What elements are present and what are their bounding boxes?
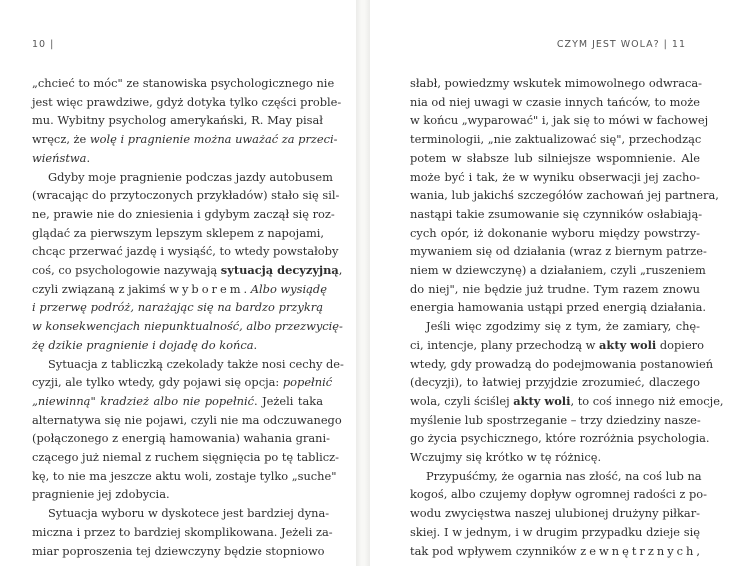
text-segment: .: [243, 281, 251, 296]
text-line: [410, 224, 700, 243]
text-segment: akty woli: [599, 337, 657, 352]
text-segment: jest więc prawdziwe, gdyż dotyka tylko części proble-: [32, 94, 342, 109]
text-segment: wolę i pragnienie można uważać za przeci-: [89, 132, 338, 147]
page-gutter: [356, 0, 370, 566]
text-segment: do niej", nie będzie już trudne. Tym razem znowu: [410, 281, 700, 296]
text-segment: glądać za pierwszym lepszym sklepem z napojami,: [32, 225, 325, 240]
text-line: [410, 523, 700, 542]
text-line: [32, 261, 343, 280]
left-page-body: [32, 74, 344, 560]
text-line: [410, 186, 719, 205]
text-segment: pragnienie jej zdobycia.: [32, 487, 170, 502]
text-line: [32, 485, 323, 504]
text-line: [32, 317, 343, 336]
text-line: [32, 280, 327, 299]
text-segment: chcąc przerwać jazdę i wysiąść, to wtedy powstałoby: [32, 244, 339, 259]
text-segment: .: [253, 337, 258, 352]
text-line: [410, 168, 700, 187]
text-line: [32, 186, 340, 205]
text-line: [32, 542, 323, 561]
text-line: [32, 392, 323, 411]
text-line: [410, 242, 707, 261]
text-line: [410, 149, 700, 168]
text-line: [32, 93, 342, 112]
text-segment: dopiero: [656, 337, 704, 352]
text-segment: w końcu „wyparować" i, jak się to mówi w fachowej: [410, 113, 709, 128]
text-segment: wyborem: [169, 281, 244, 296]
text-segment: Albo wysiądę: [250, 281, 327, 296]
text-segment: „niewinną" kradzież albo nie popełnić: [32, 393, 255, 408]
text-segment: czącego już niemal z ruchem sięgnięcia po tę tablicz-: [32, 450, 339, 465]
text-segment: akty woli: [513, 393, 571, 408]
text-segment: w konsekwencjach niepunktualność, albo przezwycię-: [32, 319, 343, 334]
text-segment: ne, prawie nie do zniesienia i gdybym zaczął się roz-: [32, 206, 335, 221]
text-segment: „chcieć to móc" ze stanowiska psychologicznego nie: [32, 76, 335, 90]
text-line: [410, 485, 707, 504]
text-line: [410, 74, 703, 93]
text-line: [410, 355, 714, 374]
text-segment: wręcz, że: [32, 132, 90, 147]
text-segment: ,: [338, 263, 343, 278]
text-segment: zewnętrznych: [580, 543, 697, 558]
text-segment: niem w dziewczynę) a działaniem, czyli „ruszeniem: [410, 263, 706, 278]
text-segment: wieństwa: [32, 150, 87, 165]
right-page-body: [410, 74, 724, 560]
text-line: [410, 504, 700, 523]
left-page: [0, 0, 356, 566]
text-segment: go życia psychicznego, które rozróżnia psychologia.: [410, 431, 710, 446]
text-segment: (decyzji), to łatwiej przyjdzie zrozumieć, dlaczego: [410, 375, 700, 390]
text-segment: Przypuśćmy, że ogarnia nas złość, na coś lub na: [426, 468, 702, 483]
text-line: [32, 504, 330, 523]
text-segment: wola, czyli ściślej: [410, 393, 514, 408]
text-line: [32, 448, 339, 467]
text-line: [410, 467, 700, 486]
text-segment: miczna i przez to bardziej skomplikowana. Jeżeli za-: [32, 524, 333, 539]
text-segment: ,: [696, 543, 700, 558]
text-segment: skiej. I w jednym, i w drugim przypadku dzieje się: [410, 524, 700, 539]
text-line: [410, 392, 724, 411]
text-segment: alternatywa się nie pojawi, czyli nie ma odczuwanego: [32, 412, 342, 427]
text-segment: sytuacją decyzyjną: [220, 263, 339, 278]
text-segment: wtedy, gdy prowadzą do podejmowania postanowień: [410, 356, 714, 371]
text-segment: mu. Wybitny psycholog amerykański, R. May pisał: [32, 113, 323, 128]
text-segment: Sytuacja z tabliczką czekolady także nosi cechy de-: [48, 356, 344, 371]
text-line: [32, 355, 344, 374]
text-line: [32, 111, 323, 130]
text-line: [32, 373, 333, 392]
text-line: [410, 336, 704, 355]
text-segment: coś, co psychologowie nazywają: [32, 263, 221, 278]
text-line: [410, 261, 706, 280]
text-segment: słabł, powiedzmy wskutek mimowolnego odwraca-: [410, 76, 703, 90]
text-segment: Sytuacja wyboru w dyskotece jest bardziej dyna-: [48, 506, 330, 521]
text-segment: nia od niej uwagi w czasie innych tańców, to może: [410, 94, 700, 109]
text-segment: ci, intencje, plany przechodzą w: [410, 337, 600, 352]
text-segment: kę, to nie ma jeszcze aktu woli, zostaje tylko „suche": [32, 468, 337, 483]
text-line: [32, 205, 335, 224]
text-segment: nastąpi takie zsumowanie się czynników osłabiają-: [410, 206, 703, 221]
text-segment: Jeśli więc zgodzimy się z tym, że zamiary, chę-: [426, 319, 700, 334]
text-segment: .: [86, 150, 91, 165]
text-line: [410, 448, 700, 467]
text-segment: (wracając do przytoczonych przykładów) stało się sil-: [32, 188, 340, 203]
text-line: [410, 205, 703, 224]
text-line: [410, 280, 700, 299]
text-line: [410, 373, 700, 392]
text-line: [32, 467, 337, 486]
right-page: [370, 0, 730, 566]
left-page-header: 10 |: [32, 39, 55, 50]
text-segment: żę dzikie pragnienie i dojadę do końca: [32, 337, 254, 352]
text-segment: Gdyby moje pragnienie podczas jazdy autobusem: [48, 169, 333, 184]
text-line: [32, 224, 323, 243]
text-line: [32, 74, 335, 93]
text-segment: cych opór, iż dokonanie wyboru między powstrzy-: [410, 225, 700, 240]
text-segment: wodu zwycięstwa naszej ulubionej drużyny piłkar-: [410, 506, 700, 521]
text-line: [410, 298, 707, 317]
text-segment: . Jeżeli taka: [254, 393, 323, 408]
text-line: [32, 242, 339, 261]
text-line: [32, 336, 323, 355]
text-segment: wania, lub jakichś szczegółów zachowań jej partnera,: [410, 188, 719, 203]
text-segment: myślenie lub spostrzeganie – trzy dziedziny nasze-: [410, 412, 701, 427]
text-line: [32, 298, 323, 317]
text-segment: , to coś innego niż emocje,: [570, 393, 724, 408]
text-line: [410, 429, 710, 448]
text-line: [32, 130, 338, 149]
text-segment: czyli związaną z jakimś: [32, 281, 170, 296]
text-segment: miar poproszenia tej dziewczyny będzie stopniowo: [32, 543, 325, 558]
text-line: [410, 411, 700, 430]
text-segment: energia hamowania ustąpi przed energią działania.: [410, 300, 707, 315]
text-segment: potem w słabsze lub silniejsze wspomnienie. Ale: [410, 150, 700, 165]
text-line: [410, 130, 700, 149]
text-segment: i przerwę podróż, narażając się na bardzo przykrą: [32, 300, 323, 315]
text-segment: mywaniem się od działania (wraz z biernym patrze-: [410, 244, 707, 259]
text-line: [32, 411, 342, 430]
text-segment: (połączonego z energią hamowania) wahania grani-: [32, 431, 330, 446]
text-segment: tak pod wpływem czynników: [410, 543, 581, 558]
text-segment: może być i tak, że w wyniku obserwacji jej zacho-: [410, 169, 700, 184]
text-line: [32, 523, 333, 542]
text-segment: popełnić: [282, 375, 333, 390]
text-segment: cyzji, ale tylko wtedy, gdy pojawi się opcja:: [32, 375, 283, 390]
text-segment: kogoś, albo czujemy dopływ ogromnej radości z po-: [410, 487, 707, 502]
text-line: [410, 317, 700, 336]
right-page-header: CZYM JEST WOLA? | 11: [556, 39, 686, 50]
text-line: [32, 149, 323, 168]
text-line: [32, 168, 333, 187]
text-line: [410, 93, 700, 112]
text-line: [410, 542, 700, 561]
text-line: [410, 111, 709, 130]
text-segment: terminologii, „nie zaktualizować się", przechodząc: [410, 132, 702, 147]
text-segment: Wczujmy się krótko w tę różnicę.: [410, 450, 602, 465]
text-line: [32, 429, 330, 448]
